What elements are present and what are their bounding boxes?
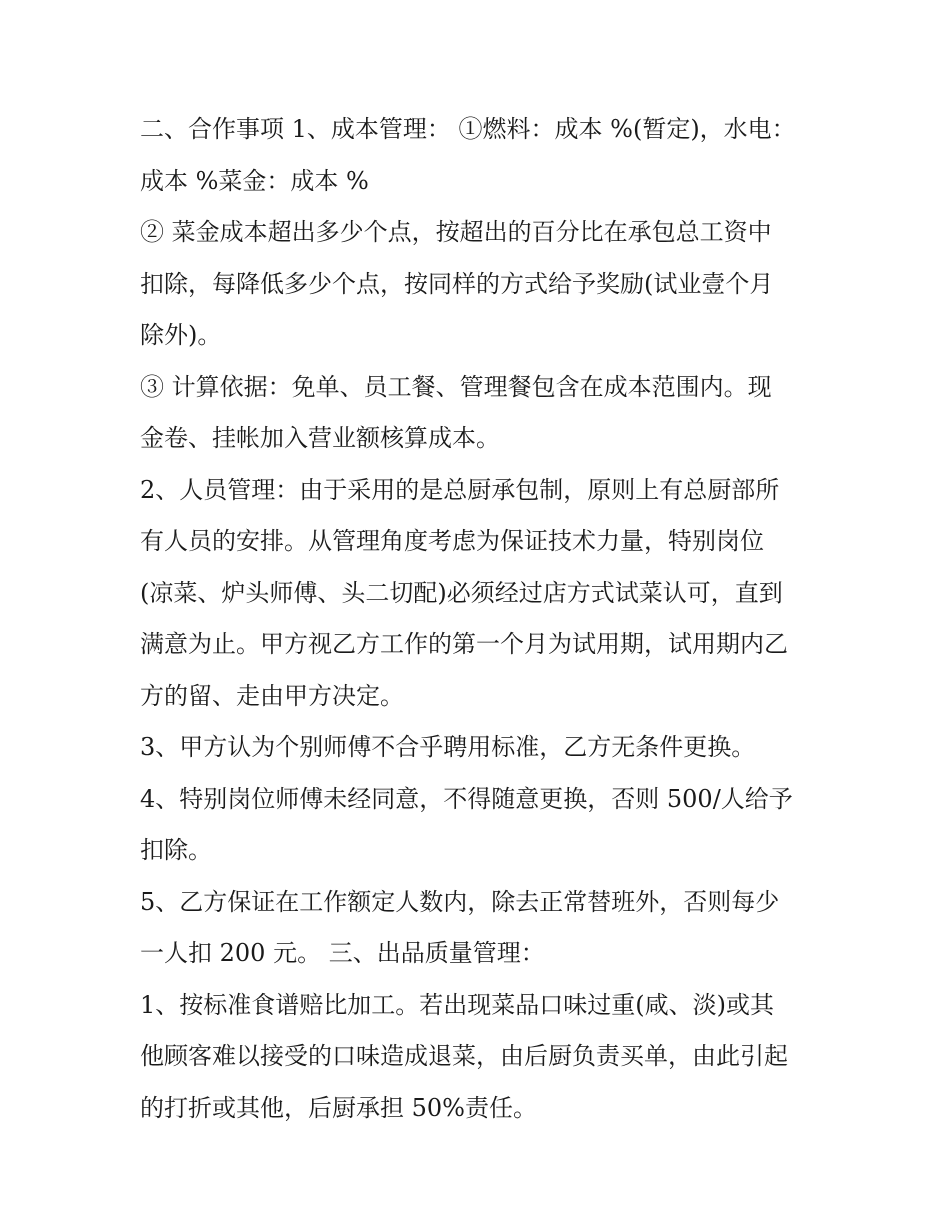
text-line: 成本 %菜金：成本 %	[140, 166, 369, 195]
text-line: ③ 计算依据：免单、员工餐、管理餐包含在成本范围内。现	[140, 372, 772, 401]
text-line: 有人员的安排。从管理角度考虑为保证技术力量，特别岗位	[140, 527, 764, 555]
text-line: 5、乙方保证在工作额定人数内，除去正常替班外，否则每少	[140, 887, 780, 916]
text-line: (凉菜、炉头师傅、头二切配)必须经过店方式试菜认可，直到	[140, 578, 783, 607]
text-line: 扣除，每降低多少个点，按同样的方式给予奖励(试业壹个月	[140, 269, 774, 298]
text-line: 满意为止。甲方视乙方工作的第一个月为试用期，试用期内乙	[140, 630, 788, 658]
text-line: 的打折或其他，后厨承担 50%责任。	[140, 1093, 537, 1122]
text-line: 2、人员管理：由于采用的是总厨承包制，原则上有总厨部所	[140, 475, 780, 504]
text-line: 扣除。	[140, 836, 212, 864]
text-line: 一人扣 200 元。 三、出品质量管理：	[140, 939, 545, 967]
text-line: 方的留、走由甲方决定。	[140, 681, 404, 710]
text-line: 二、合作事项 1、成本管理： ①燃料：成本 %(暂定)，水电：	[140, 115, 796, 143]
text-line: 3、甲方认为个别师傅不合乎聘用标准，乙方无条件更换。	[140, 733, 756, 761]
text-line: 金卷、挂帐加入营业额核算成本。	[140, 424, 500, 452]
text-line: 1、按标准食谱赔比加工。若出现菜品口味过重(咸、淡)或其	[140, 990, 774, 1019]
text-line: ② 菜金成本超出多少个点，按超出的百分比在承包总工资中	[140, 218, 772, 246]
text-line: 他顾客难以接受的口味造成退菜，由后厨负责买单，由此引起	[140, 1042, 788, 1070]
document-body	[140, 104, 820, 1134]
text-line: 4、特别岗位师傅未经同意，不得随意更换，否则 500/人给予	[140, 784, 793, 813]
text-line: 除外)。	[140, 321, 222, 349]
